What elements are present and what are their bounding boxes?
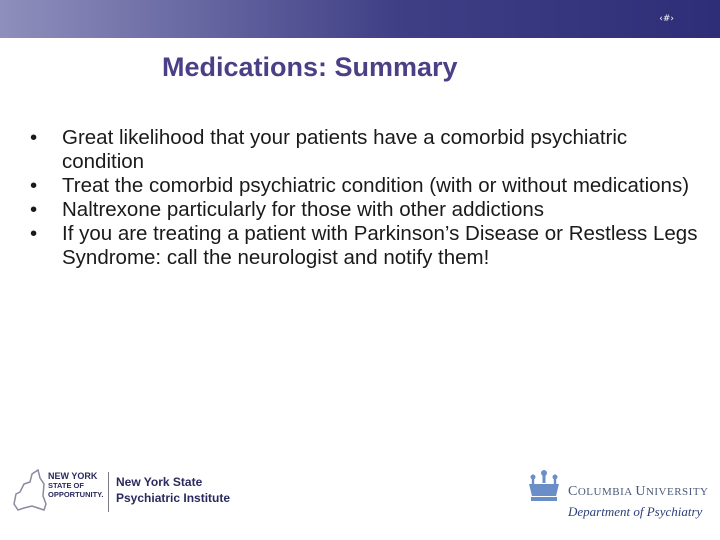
crown-icon [526,468,562,508]
institute-name [116,474,230,506]
bullet-list [28,126,698,270]
university-initial-u: U [635,484,646,499]
institute-line-1: New York State [116,475,203,489]
nys-wordmark [48,472,106,499]
institute-line-2: Psychiatric Institute [116,491,231,505]
university-rest-2: NIVERSITY [645,486,709,498]
nyspi-logo [10,462,231,522]
bullet-marker: • [30,174,38,197]
bullet-item [28,126,698,174]
bullet-marker: • [30,126,38,149]
bullet-marker: • [30,198,38,221]
bullet-text: Treat the comorbid psychiatric condition (with or without medications) [62,174,690,197]
nys-line-1: NEW YORK [48,471,98,481]
slide-number: ‹#› [659,14,674,24]
slide-title: Medications: Summary [162,52,458,82]
university-name [568,484,709,500]
university-rest-1: OLUMBIA [577,486,636,498]
header-bar [0,0,720,38]
columbia-logo [524,466,709,526]
bullet-text: Great likelihood that your patients have a comorbid psychiatric condition [62,126,628,173]
logo-divider [108,472,109,512]
bullet-text: If you are treating a patient with Parkinson’s Disease or Restless Legs Syndrome: call the neurologist and notify them! [62,222,698,269]
bullet-marker: • [30,222,38,245]
bullet-item [28,198,698,222]
bullet-item [28,174,698,198]
new-york-state-map-icon [10,464,50,520]
nys-line-2: STATE OF [48,481,84,490]
bullet-item [28,222,698,270]
university-initial-c: C [568,484,578,499]
bullet-text: Naltrexone particularly for those with other addictions [62,198,544,221]
department-name: Department of Psychiatry [568,504,703,519]
nys-line-3: OPPORTUNITY. [48,490,104,499]
